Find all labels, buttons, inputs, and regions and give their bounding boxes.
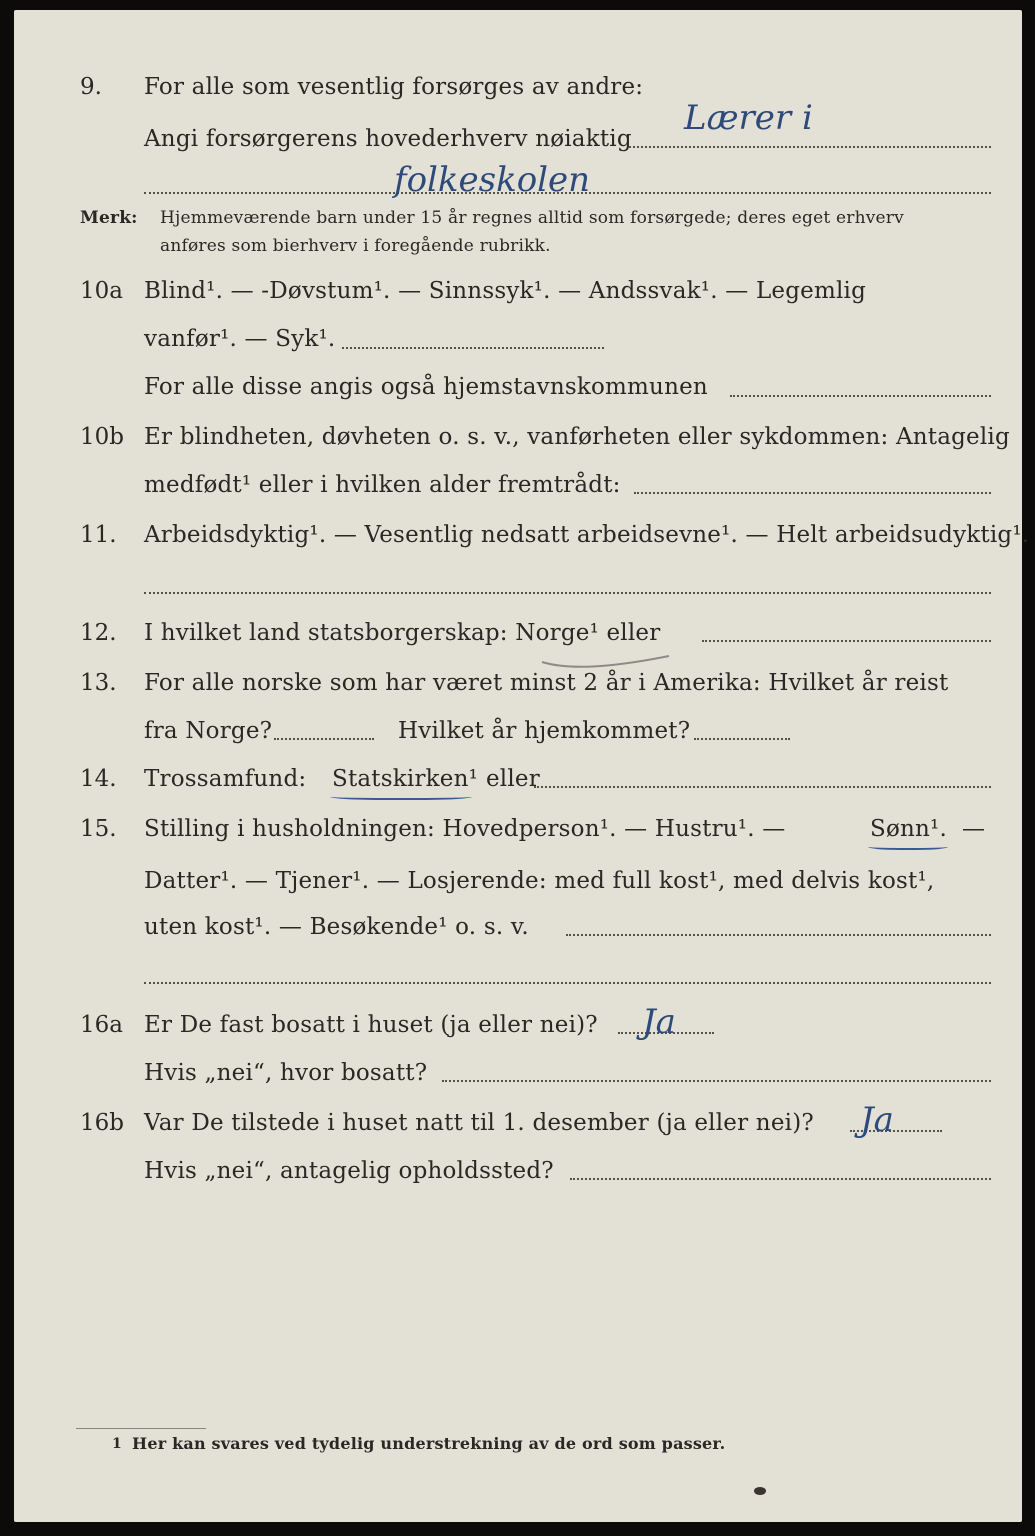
footnote-rule [76,1428,206,1429]
q10b-line2: medfødt¹ eller i hvilken alder fremtrådt: [144,472,621,498]
q10a-number: 10a [80,278,123,304]
q14-label: Trossamfund: [144,766,307,792]
q15-line1: Stilling i husholdningen: Hovedperson¹. — Hustru¹. — [144,816,786,842]
q15-line2: Datter¹. — Tjener¹. — Losjerende: med full kost¹, med delvis kost¹, [144,868,935,894]
q16b-number: 16b [80,1110,124,1136]
q13-line2b: Hvilket år hjemkommet? [398,718,691,744]
q13-number: 13. [80,670,117,696]
q12-number: 12. [80,620,117,646]
q9-number: 9. [80,74,102,100]
q16b-opholdssted-line [570,1178,991,1180]
q9-answer-line1 [629,146,991,148]
q15-answer-line2 [144,982,991,984]
q15-answer-line [566,934,991,936]
ink-blot [754,1487,766,1495]
merk-line1: Hjemmeværende barn under 15 år regnes alltid som forsørgede; deres eget erhverv [160,208,904,228]
q10a-line1: Blind¹. — -Døvstum¹. — Sinnssyk¹. — Andssvak¹. — Legemlig [144,278,867,304]
q15-number: 15. [80,816,117,842]
q10a-line3: For alle disse angis også hjemstavnskommunen [144,374,708,400]
q12-answer-line [702,640,991,642]
q16a-line1: Er De fast bosatt i huset (ja eller nei)? [144,1012,598,1038]
footnote-mark: 1 [112,1436,122,1452]
q12-line1: I hvilket land statsborgerskap: Norge¹ eller [144,620,661,646]
census-form-page [14,10,1030,1522]
q12-pencil-underline [539,652,674,672]
q11-line1: Arbeidsdyktig¹. — Vesentlig nedsatt arbeidsevne¹. — Helt arbeidsudyktig¹. [144,522,1030,548]
q14-answer-line [534,786,991,788]
q15-line3: uten kost¹. — Besøkende¹ o. s. v. [144,914,529,940]
q16a-line2: Hvis „nei“, hvor bosatt? [144,1060,428,1086]
q14-statskirken-underline [330,792,472,800]
q13-reist-line [274,738,374,740]
q14-eller: eller [486,766,540,792]
q10b-line1: Er blindheten, døvheten o. s. v., vanførheten eller sykdommen: Antagelig [144,424,1010,450]
footnote-text: Her kan svares ved tydelig understrekning av de ord som passer. [132,1434,726,1453]
q11-number: 11. [80,522,117,548]
q16a-bosatt-line [442,1080,991,1082]
q10b-answer-line [634,492,991,494]
q10b-number: 10b [80,424,124,450]
q13-line1: For alle norske som har været minst 2 år i Amerika: Hvilket år reist [144,670,949,696]
q16a-number: 16a [80,1012,123,1038]
q16a-handwritten-answer: Ja [642,1002,676,1042]
q14-number: 14. [80,766,117,792]
q16b-line1: Var De tilstede i huset natt til 1. desember (ja eller nei)? [144,1110,814,1136]
q13-line2a: fra Norge? [144,718,273,744]
q10a-hjemstavn-line [730,395,991,397]
q14-statskirken: Statskirken¹ [332,766,479,792]
q9-handwritten-answer-2: folkeskolen [394,160,591,200]
q15-sonn: Sønn¹. [870,816,947,842]
q11-answer-line [144,592,991,594]
q10a-syk-line [342,347,604,349]
q9-line1: For alle som vesentlig forsørges av andre: [144,74,644,100]
q10a-line2: vanfør¹. — Syk¹. [144,326,336,352]
q15-sonn-underline [868,842,948,850]
q9-handwritten-answer-1: Lærer i [684,98,813,138]
q13-hjemkommet-line [694,738,790,740]
merk-label: Merk: [80,208,138,228]
q9-line2: Angi forsørgerens hovederhverv nøiaktig [144,126,632,152]
q16b-handwritten-answer: Ja [860,1100,894,1140]
q15-dash: — [962,816,986,842]
merk-line2: anføres som bierhverv i foregående rubrikk. [160,236,551,256]
q16b-line2: Hvis „nei“, antagelig opholdssted? [144,1158,554,1184]
